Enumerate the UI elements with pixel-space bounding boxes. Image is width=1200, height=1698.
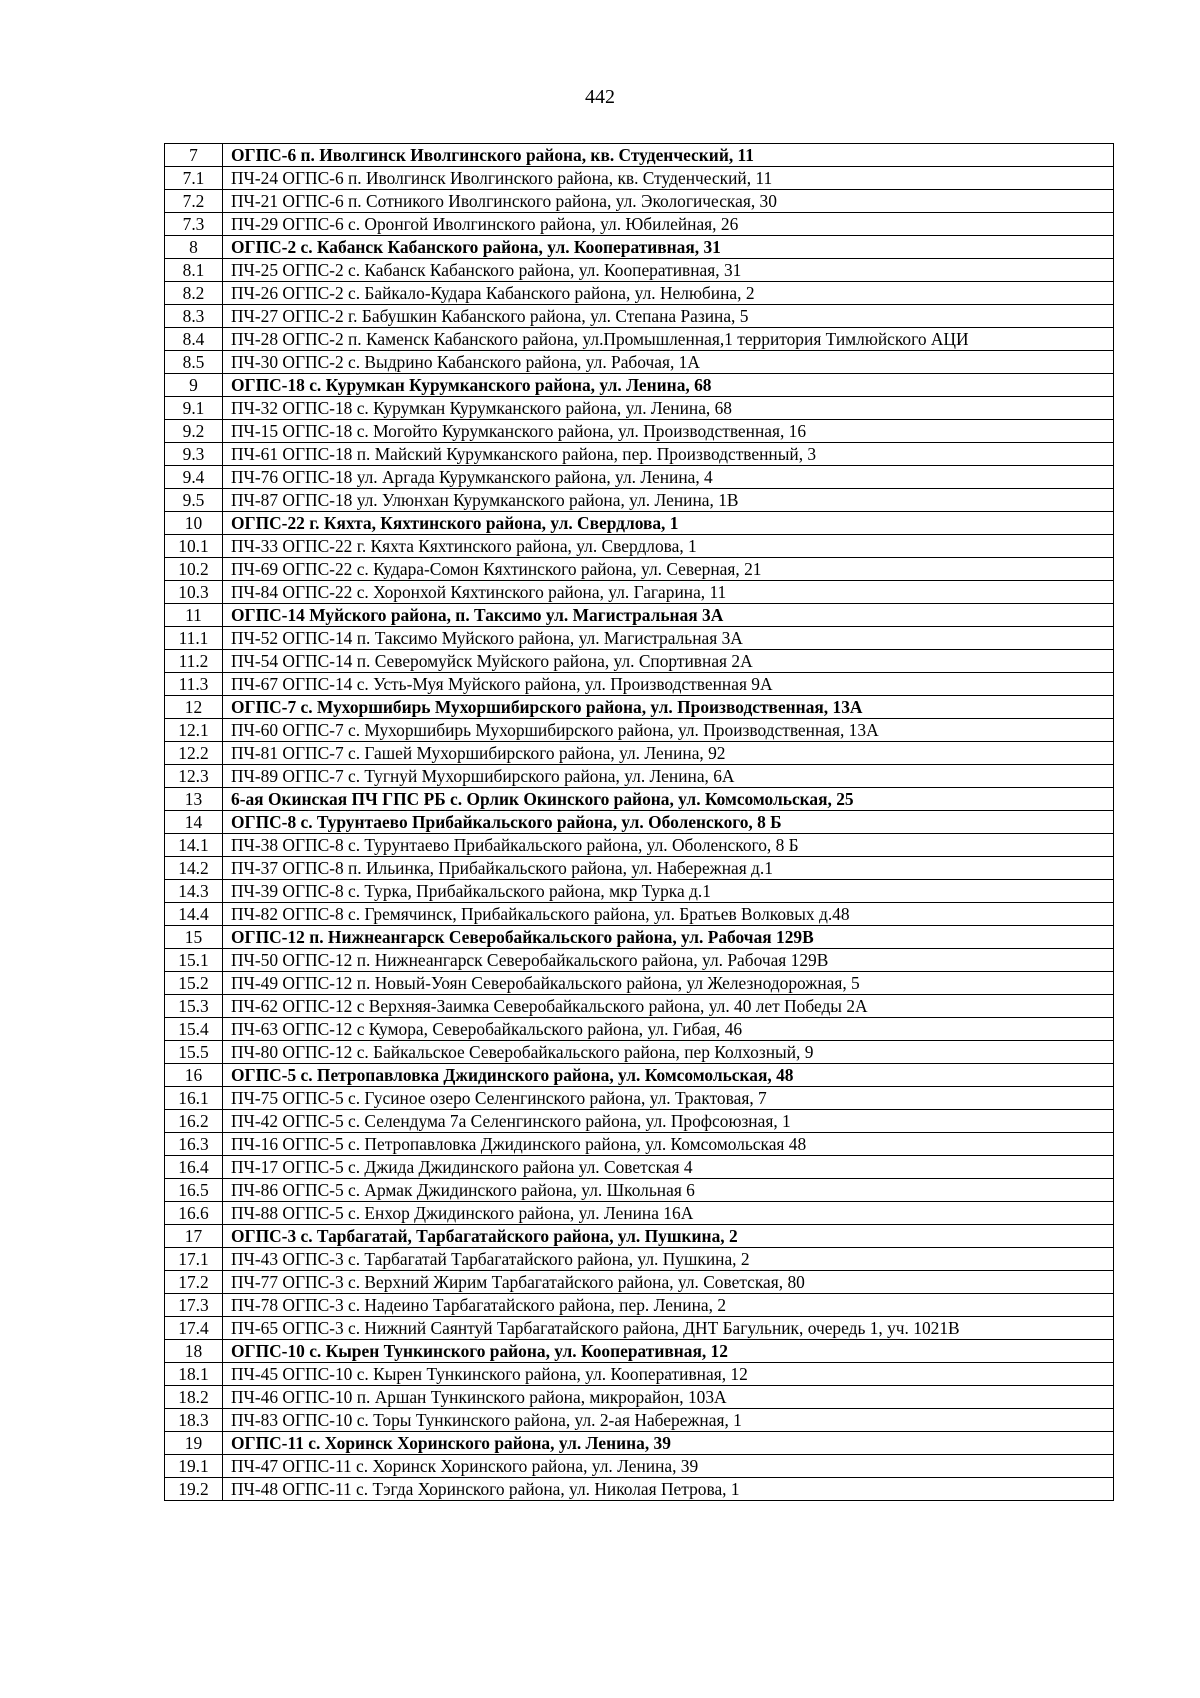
row-address: ПЧ-77 ОГПС-3 с. Верхний Жирим Тарбагатайского района, ул. Советская, 80 <box>223 1271 1114 1294</box>
row-number: 18.3 <box>165 1409 223 1432</box>
row-address: ОГПС-5 с. Петропавловка Джидинского района, ул. Комсомольская, 48 <box>223 1064 1114 1087</box>
row-address: ПЧ-37 ОГПС-8 п. Ильинка, Прибайкальского района, ул. Набережная д.1 <box>223 857 1114 880</box>
row-address: ОГПС-14 Муйского района, п. Таксимо ул. Магистральная 3А <box>223 604 1114 627</box>
row-address: ПЧ-89 ОГПС-7 с. Тугнуй Мухоршибирского района, ул. Ленина, 6А <box>223 765 1114 788</box>
table-row <box>165 1248 1114 1271</box>
table-row <box>165 1294 1114 1317</box>
row-address: ОГПС-12 п. Нижнеангарск Северобайкальского района, ул. Рабочая 129В <box>223 926 1114 949</box>
row-number: 18 <box>165 1340 223 1363</box>
table-row-section <box>165 926 1114 949</box>
row-number: 15.2 <box>165 972 223 995</box>
table-row <box>165 351 1114 374</box>
table-row <box>165 1478 1114 1501</box>
row-number: 10.2 <box>165 558 223 581</box>
row-address: ОГПС-2 с. Кабанск Кабанского района, ул. Кооперативная, 31 <box>223 236 1114 259</box>
row-number: 18.1 <box>165 1363 223 1386</box>
row-address: ПЧ-52 ОГПС-14 п. Таксимо Муйского района, ул. Магистральная 3А <box>223 627 1114 650</box>
row-address: ПЧ-50 ОГПС-12 п. Нижнеангарск Северобайкальского района, ул. Рабочая 129В <box>223 949 1114 972</box>
row-address: ПЧ-42 ОГПС-5 с. Селендума 7а Селенгинского района, ул. Профсоюзная, 1 <box>223 1110 1114 1133</box>
row-number: 12.3 <box>165 765 223 788</box>
row-number: 7.1 <box>165 167 223 190</box>
row-number: 15.1 <box>165 949 223 972</box>
row-number: 8.1 <box>165 259 223 282</box>
table-row <box>165 397 1114 420</box>
row-number: 17.3 <box>165 1294 223 1317</box>
row-address: ПЧ-86 ОГПС-5 с. Армак Джидинского района, ул. Школьная 6 <box>223 1179 1114 1202</box>
table-row <box>165 742 1114 765</box>
table-row <box>165 903 1114 926</box>
row-address: ПЧ-17 ОГПС-5 с. Джида Джидинского района ул. Советская 4 <box>223 1156 1114 1179</box>
row-address: ПЧ-32 ОГПС-18 с. Курумкан Курумканского района, ул. Ленина, 68 <box>223 397 1114 420</box>
table-row-section <box>165 1064 1114 1087</box>
row-number: 7 <box>165 144 223 167</box>
table-row <box>165 282 1114 305</box>
row-number: 17 <box>165 1225 223 1248</box>
table-row <box>165 535 1114 558</box>
page-number: 442 <box>585 86 615 108</box>
row-address: ПЧ-29 ОГПС-6 с. Оронгой Иволгинского района, ул. Юбилейная, 26 <box>223 213 1114 236</box>
table-row <box>165 167 1114 190</box>
table-row <box>165 1455 1114 1478</box>
row-number: 12.1 <box>165 719 223 742</box>
row-number: 11 <box>165 604 223 627</box>
row-address: ОГПС-6 п. Иволгинск Иволгинского района, кв. Студенческий, 11 <box>223 144 1114 167</box>
table-row-section <box>165 1432 1114 1455</box>
table-row <box>165 466 1114 489</box>
row-address: ПЧ-28 ОГПС-2 п. Каменск Кабанского района, ул.Промышленная,1 территория Тимлюйского АЦИ <box>223 328 1114 351</box>
table-row <box>165 1179 1114 1202</box>
row-number: 9.1 <box>165 397 223 420</box>
row-address: ПЧ-67 ОГПС-14 с. Усть-Муя Муйского района, ул. Производственная 9А <box>223 673 1114 696</box>
row-number: 17.1 <box>165 1248 223 1271</box>
table-row <box>165 558 1114 581</box>
table-body <box>165 144 1114 1501</box>
row-address: ПЧ-63 ОГПС-12 с Кумора, Северобайкальского района, ул. Гибая, 46 <box>223 1018 1114 1041</box>
table-row <box>165 190 1114 213</box>
table-row <box>165 650 1114 673</box>
row-number: 12 <box>165 696 223 719</box>
row-number: 13 <box>165 788 223 811</box>
row-number: 8.2 <box>165 282 223 305</box>
row-address: ПЧ-39 ОГПС-8 с. Турка, Прибайкальского района, мкр Турка д.1 <box>223 880 1114 903</box>
row-address: ПЧ-69 ОГПС-22 с. Кудара-Сомон Кяхтинского района, ул. Северная, 21 <box>223 558 1114 581</box>
row-address: ПЧ-82 ОГПС-8 с. Гремячинск, Прибайкальского района, ул. Братьев Волковых д.48 <box>223 903 1114 926</box>
table-row <box>165 673 1114 696</box>
row-address: ОГПС-22 г. Кяхта, Кяхтинского района, ул. Свердлова, 1 <box>223 512 1114 535</box>
table-row <box>165 949 1114 972</box>
table-row <box>165 627 1114 650</box>
row-number: 9 <box>165 374 223 397</box>
table-row <box>165 1133 1114 1156</box>
table-row <box>165 443 1114 466</box>
row-number: 16.1 <box>165 1087 223 1110</box>
table-row <box>165 1317 1114 1340</box>
table-row-section <box>165 236 1114 259</box>
table-row <box>165 1363 1114 1386</box>
row-address: ПЧ-47 ОГПС-11 с. Хоринск Хоринского района, ул. Ленина, 39 <box>223 1455 1114 1478</box>
table-row-section <box>165 1225 1114 1248</box>
row-number: 15 <box>165 926 223 949</box>
row-address: ПЧ-46 ОГПС-10 п. Аршан Тункинского района, микрорайон, 103А <box>223 1386 1114 1409</box>
row-number: 9.3 <box>165 443 223 466</box>
table-row-section <box>165 788 1114 811</box>
table-row <box>165 489 1114 512</box>
table-row-section <box>165 1340 1114 1363</box>
row-number: 7.2 <box>165 190 223 213</box>
row-number: 8.5 <box>165 351 223 374</box>
row-number: 10.1 <box>165 535 223 558</box>
row-address: ПЧ-45 ОГПС-10 с. Кырен Тункинского района, ул. Кооперативная, 12 <box>223 1363 1114 1386</box>
row-address: ОГПС-10 с. Кырен Тункинского района, ул. Кооперативная, 12 <box>223 1340 1114 1363</box>
table-row <box>165 1202 1114 1225</box>
table-row <box>165 1271 1114 1294</box>
row-address: ПЧ-60 ОГПС-7 с. Мухоршибирь Мухоршибирского района, ул. Производственная, 13А <box>223 719 1114 742</box>
row-number: 14.2 <box>165 857 223 880</box>
row-number: 8.4 <box>165 328 223 351</box>
row-number: 14.4 <box>165 903 223 926</box>
table-row-section <box>165 374 1114 397</box>
row-address: ПЧ-33 ОГПС-22 г. Кяхта Кяхтинского района, ул. Свердлова, 1 <box>223 535 1114 558</box>
row-number: 19 <box>165 1432 223 1455</box>
row-address: ПЧ-24 ОГПС-6 п. Иволгинск Иволгинского района, кв. Студенческий, 11 <box>223 167 1114 190</box>
row-number: 9.4 <box>165 466 223 489</box>
row-address: ПЧ-15 ОГПС-18 с. Могойто Курумканского района, ул. Производственная, 16 <box>223 420 1114 443</box>
row-address: ОГПС-3 с. Тарбагатай, Тарбагатайского района, ул. Пушкина, 2 <box>223 1225 1114 1248</box>
table-row-section <box>165 811 1114 834</box>
row-address: 6-ая Окинская ПЧ ГПС РБ с. Орлик Окинского района, ул. Комсомольская, 25 <box>223 788 1114 811</box>
table-row <box>165 1386 1114 1409</box>
table-row <box>165 719 1114 742</box>
row-number: 17.4 <box>165 1317 223 1340</box>
table-row <box>165 1156 1114 1179</box>
row-address: ПЧ-87 ОГПС-18 ул. Улюнхан Курумканского района, ул. Ленина, 1В <box>223 489 1114 512</box>
row-address: ПЧ-25 ОГПС-2 с. Кабанск Кабанского района, ул. Кооперативная, 31 <box>223 259 1114 282</box>
row-address: ПЧ-81 ОГПС-7 с. Гашей Мухоршибирского района, ул. Ленина, 92 <box>223 742 1114 765</box>
row-number: 16.4 <box>165 1156 223 1179</box>
table-row <box>165 259 1114 282</box>
row-address: ПЧ-27 ОГПС-2 г. Бабушкин Кабанского района, ул. Степана Разина, 5 <box>223 305 1114 328</box>
table-row-section <box>165 696 1114 719</box>
row-number: 15.3 <box>165 995 223 1018</box>
row-number: 11.3 <box>165 673 223 696</box>
table-row <box>165 1110 1114 1133</box>
row-address: ПЧ-16 ОГПС-5 с. Петропавловка Джидинского района, ул. Комсомольская 48 <box>223 1133 1114 1156</box>
row-number: 19.2 <box>165 1478 223 1501</box>
row-address: ПЧ-75 ОГПС-5 с. Гусиное озеро Селенгинского района, ул. Трактовая, 7 <box>223 1087 1114 1110</box>
row-address: ПЧ-83 ОГПС-10 с. Торы Тункинского района, ул. 2-ая Набережная, 1 <box>223 1409 1114 1432</box>
row-number: 8 <box>165 236 223 259</box>
table-row-section <box>165 604 1114 627</box>
table-row <box>165 1409 1114 1432</box>
row-address: ПЧ-80 ОГПС-12 с. Байкальское Северобайкальского района, пер Колхозный, 9 <box>223 1041 1114 1064</box>
table-row <box>165 305 1114 328</box>
row-number: 7.3 <box>165 213 223 236</box>
fire-stations-table <box>164 143 1114 1501</box>
table-row <box>165 420 1114 443</box>
row-address: ПЧ-38 ОГПС-8 с. Турунтаево Прибайкальского района, ул. Оболенского, 8 Б <box>223 834 1114 857</box>
row-number: 16.6 <box>165 1202 223 1225</box>
table-row <box>165 328 1114 351</box>
row-number: 16 <box>165 1064 223 1087</box>
row-number: 15.5 <box>165 1041 223 1064</box>
row-address: ПЧ-65 ОГПС-3 с. Нижний Саянтуй Тарбагатайского района, ДНТ Багульник, очередь 1, уч. 1021В <box>223 1317 1114 1340</box>
row-address: ПЧ-84 ОГПС-22 с. Хоронхой Кяхтинского района, ул. Гагарина, 11 <box>223 581 1114 604</box>
table-row <box>165 834 1114 857</box>
row-number: 17.2 <box>165 1271 223 1294</box>
table-row <box>165 581 1114 604</box>
row-number: 14 <box>165 811 223 834</box>
table-row <box>165 1041 1114 1064</box>
row-address: ПЧ-62 ОГПС-12 с Верхняя-Заимка Северобайкальского района, ул. 40 лет Победы 2А <box>223 995 1114 1018</box>
row-address: ОГПС-18 с. Курумкан Курумканского района, ул. Ленина, 68 <box>223 374 1114 397</box>
row-address: ПЧ-43 ОГПС-3 с. Тарбагатай Тарбагатайского района, ул. Пушкина, 2 <box>223 1248 1114 1271</box>
row-number: 15.4 <box>165 1018 223 1041</box>
row-number: 18.2 <box>165 1386 223 1409</box>
row-number: 8.3 <box>165 305 223 328</box>
table-row-section <box>165 512 1114 535</box>
row-address: ПЧ-78 ОГПС-3 с. Надеино Тарбагатайского района, пер. Ленина, 2 <box>223 1294 1114 1317</box>
table-row <box>165 880 1114 903</box>
row-number: 16.2 <box>165 1110 223 1133</box>
row-address: ПЧ-49 ОГПС-12 п. Новый-Уоян Северобайкальского района, ул Железнодорожная, 5 <box>223 972 1114 995</box>
row-address: ОГПС-8 с. Турунтаево Прибайкальского района, ул. Оболенского, 8 Б <box>223 811 1114 834</box>
table-row <box>165 765 1114 788</box>
row-address: ПЧ-30 ОГПС-2 с. Выдрино Кабанского района, ул. Рабочая, 1А <box>223 351 1114 374</box>
row-address: ПЧ-88 ОГПС-5 с. Енхор Джидинского района, ул. Ленина 16А <box>223 1202 1114 1225</box>
table-row <box>165 972 1114 995</box>
row-number: 10.3 <box>165 581 223 604</box>
table-row <box>165 1087 1114 1110</box>
row-number: 14.3 <box>165 880 223 903</box>
row-address: ПЧ-48 ОГПС-11 с. Тэгда Хоринского района, ул. Николая Петрова, 1 <box>223 1478 1114 1501</box>
row-address: ПЧ-26 ОГПС-2 с. Байкало-Кудара Кабанского района, ул. Нелюбина, 2 <box>223 282 1114 305</box>
row-address: ПЧ-76 ОГПС-18 ул. Аргада Курумканского района, ул. Ленина, 4 <box>223 466 1114 489</box>
row-address: ОГПС-11 с. Хоринск Хоринского района, ул. Ленина, 39 <box>223 1432 1114 1455</box>
row-number: 10 <box>165 512 223 535</box>
table-row <box>165 213 1114 236</box>
table-row-section <box>165 144 1114 167</box>
row-address: ПЧ-54 ОГПС-14 п. Северомуйск Муйского района, ул. Спортивная 2А <box>223 650 1114 673</box>
row-address: ПЧ-21 ОГПС-6 п. Сотникого Иволгинского района, ул. Экологическая, 30 <box>223 190 1114 213</box>
table-row <box>165 857 1114 880</box>
row-number: 16.5 <box>165 1179 223 1202</box>
row-address: ОГПС-7 с. Мухоршибирь Мухоршибирского района, ул. Производственная, 13А <box>223 696 1114 719</box>
row-number: 14.1 <box>165 834 223 857</box>
row-number: 11.2 <box>165 650 223 673</box>
row-address: ПЧ-61 ОГПС-18 п. Майский Курумканского района, пер. Производственный, 3 <box>223 443 1114 466</box>
row-number: 9.2 <box>165 420 223 443</box>
row-number: 12.2 <box>165 742 223 765</box>
row-number: 19.1 <box>165 1455 223 1478</box>
row-number: 11.1 <box>165 627 223 650</box>
row-number: 16.3 <box>165 1133 223 1156</box>
table-row <box>165 995 1114 1018</box>
row-number: 9.5 <box>165 489 223 512</box>
table-row <box>165 1018 1114 1041</box>
